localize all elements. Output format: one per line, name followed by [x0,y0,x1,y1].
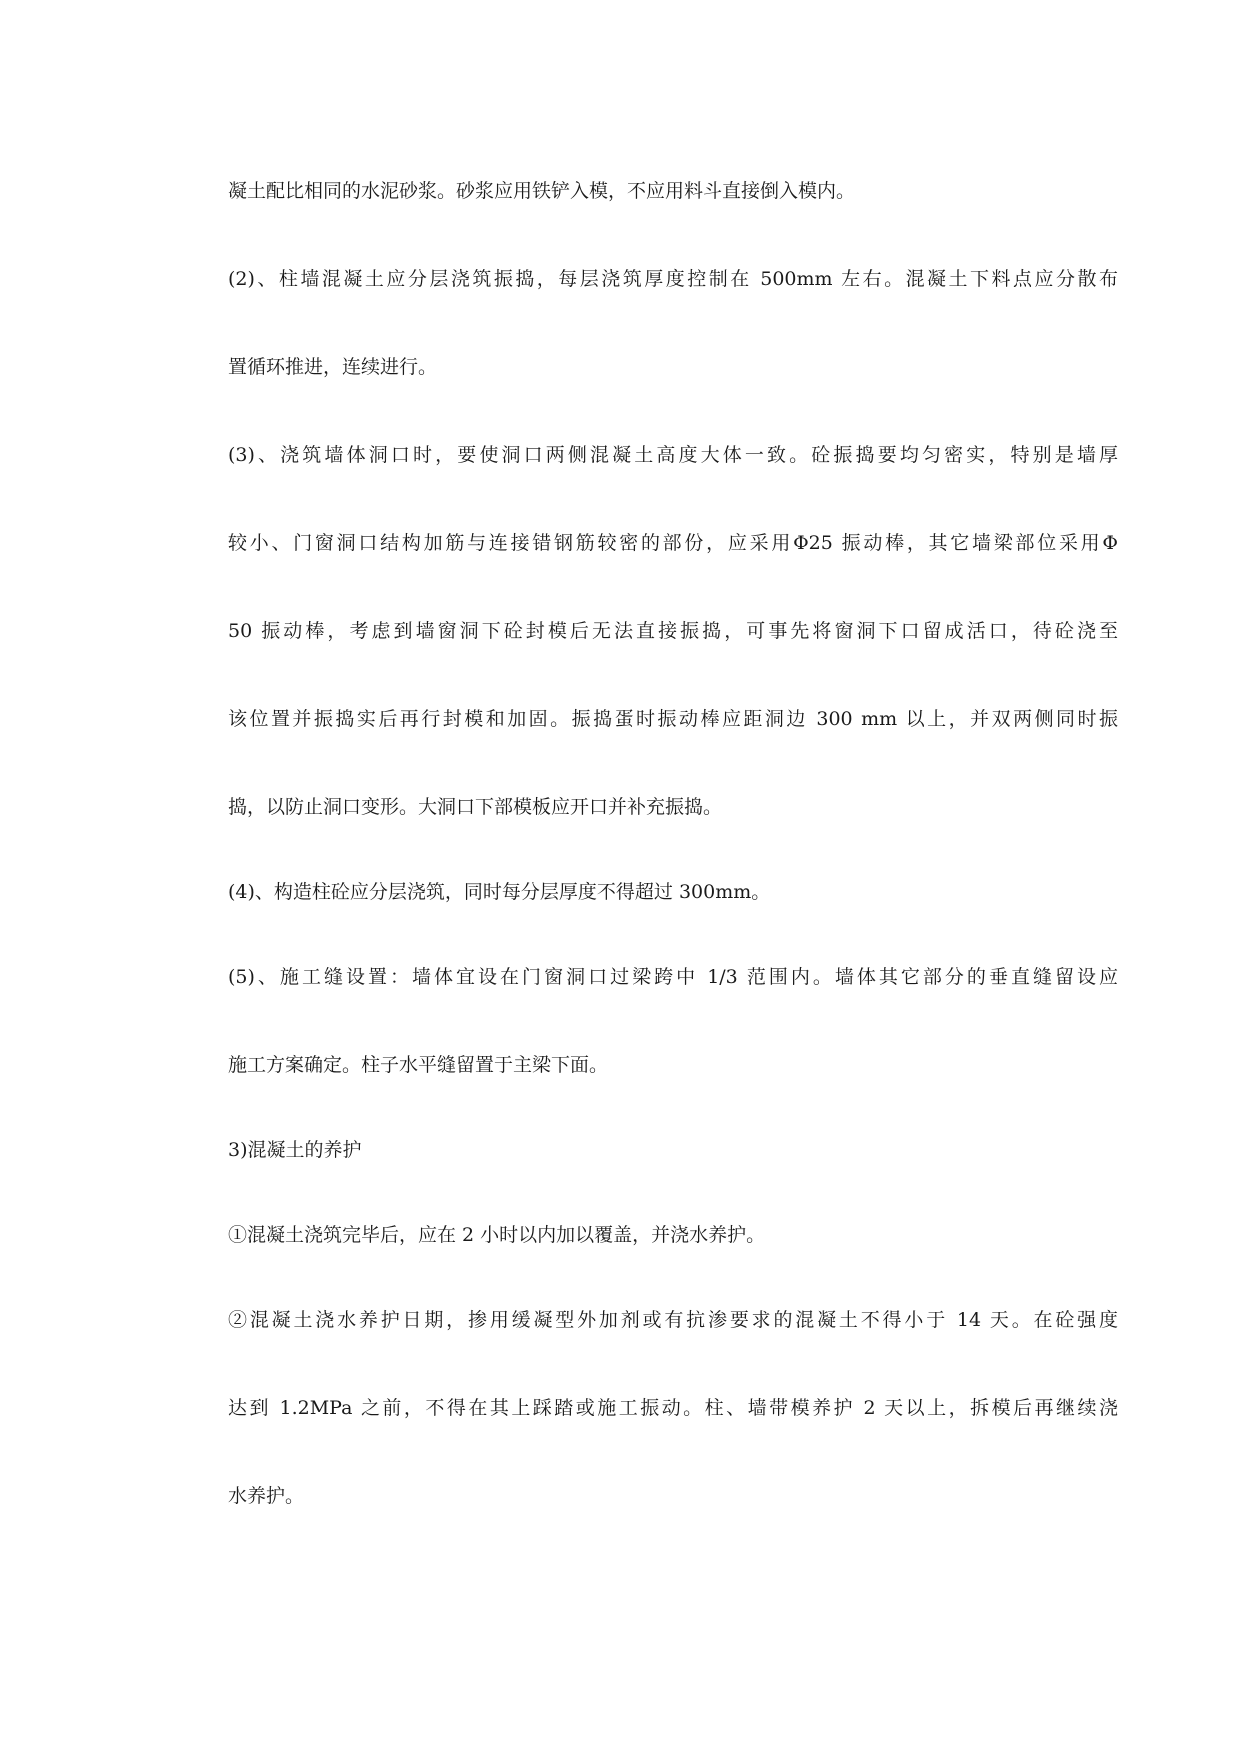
text-line-3: 置循环推进，连续进行。 [228,356,438,378]
text-line-8: 捣，以防止洞口变形。大洞口下部模板应开口并补充振捣。 [228,796,723,818]
text-line-14: ②混凝土浇水养护日期，掺用缓凝型外加剂或有抗渗要求的混凝土不得小于 14 天。在砼强度 [228,1309,1118,1331]
text-line-2: (2)、柱墙混凝土应分层浇筑振捣，每层浇筑厚度控制在 500mm 左右。混凝土下料点应分散布 [228,268,1118,290]
text-line-4: (3)、浇筑墙体洞口时，要使洞口两侧混凝土高度大体一致。砼振捣要均匀密实，特别是墙厚 [228,444,1118,466]
text-line-15: 达到 1.2MPa 之前，不得在其上踩踏或施工振动。柱、墙带模养护 2 天以上，拆模后再继续浇 [228,1397,1118,1419]
text-line-11: 施工方案确定。柱子水平缝留置于主梁下面。 [228,1054,609,1076]
text-line-13: ①混凝土浇筑完毕后，应在 2 小时以内加以覆盖，并浇水养护。 [228,1224,766,1246]
text-line-9: (4)、构造柱砼应分层浇筑，同时每分层厚度不得超过 300mm。 [228,881,771,903]
text-line-5: 较小、门窗洞口结构加筋与连接错钢筋较密的部份，应采用Φ25 振动棒，其它墙梁部位采用Φ [228,532,1118,554]
text-line-6: 50 振动棒，考虑到墙窗洞下砼封模后无法直接振捣，可事先将窗洞下口留成活口，待砼浇至 [228,620,1118,642]
text-line-16: 水养护。 [228,1485,305,1507]
section-heading: 3)混凝土的养护 [228,1139,362,1161]
text-line-10: (5)、施工缝设置：墙体宜设在门窗洞口过梁跨中 1/3 范围内。墙体其它部分的垂直缝留设应 [228,966,1118,988]
text-line-7: 该位置并振捣实后再行封模和加固。振捣蛋时振动棒应距洞边 300 mm 以上，并双两侧同时振 [228,708,1118,730]
text-line-1: 凝土配比相同的水泥砂浆。砂浆应用铁铲入模，不应用料斗直接倒入模内。 [228,180,856,202]
